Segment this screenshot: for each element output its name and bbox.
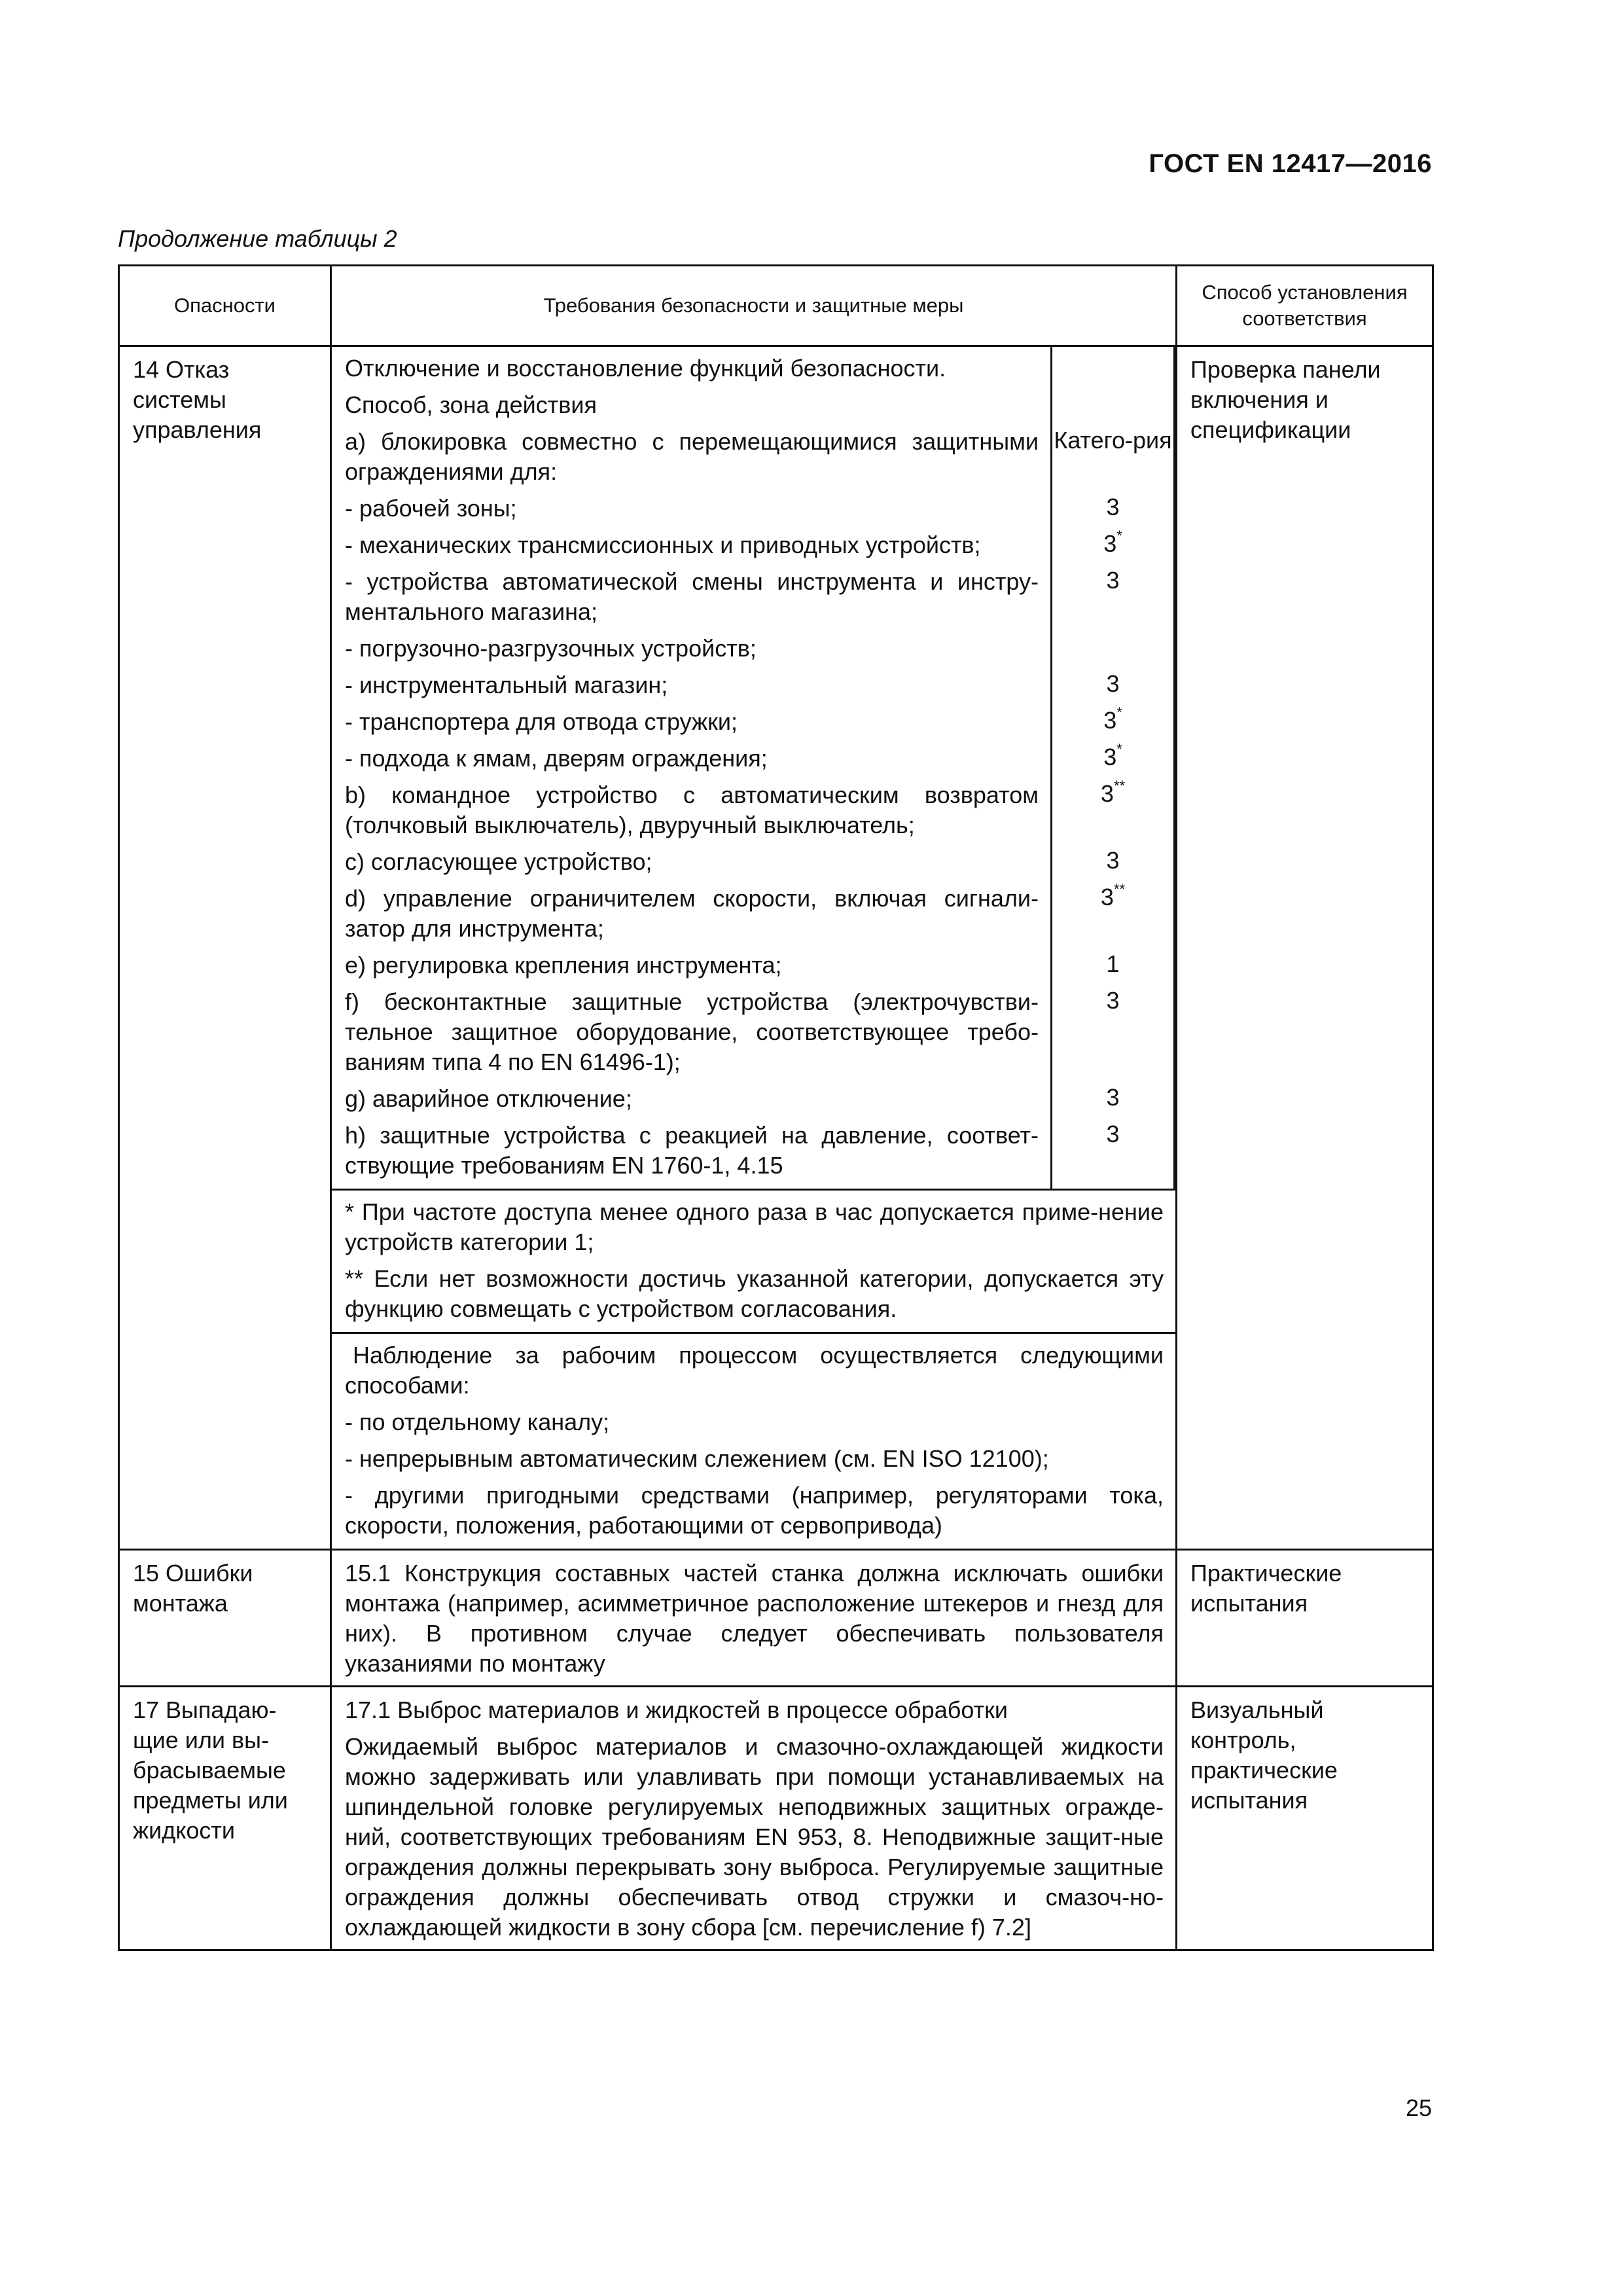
category-number: 1 (1106, 950, 1120, 977)
requirement-text: e) регулировка крепления инструмента; (345, 952, 782, 978)
monitoring-item: - другими пригодными средствами (например, регуляторами тока, скорости, положения, работающими от сервопривода) (345, 1482, 1164, 1539)
category-footnote-mark: ** (1113, 881, 1126, 897)
category-value (1052, 846, 1175, 882)
requirement-text: f) бесконтактные защитные устройства (электрочувстви-тельное защитное оборудование, соответствующее требо-ваниям типа 4 по EN 61496-1); (345, 988, 1039, 1075)
requirement-line (345, 529, 1175, 565)
category-footnote-mark: * (1116, 741, 1122, 757)
requirement-text: g) аварийное отключение; (345, 1085, 632, 1112)
requirement-line (345, 986, 1175, 1083)
page-number: 25 (1405, 2094, 1432, 2121)
category-value (1052, 949, 1175, 986)
category-number: 3 (1106, 847, 1120, 874)
column-header-requirements: Требования безопасности и защитные меры (331, 266, 1177, 346)
hazard-cell: 14 Отказ системы управления (119, 346, 331, 1550)
requirement-line (345, 1083, 1175, 1119)
category-value (1052, 986, 1175, 1083)
requirement-text: Отключение и восстановление функций безопасности. (345, 355, 946, 382)
category-number: 3 (1103, 707, 1117, 734)
table-header-row (119, 266, 1433, 346)
requirement-line (345, 425, 1175, 492)
standard-code: ГОСТ EN 12417—2016 (1149, 149, 1432, 178)
category-value (1052, 1119, 1175, 1189)
requirement-text: - транспортера для отвода стружки; (345, 708, 738, 735)
hazard-cell: 15 Ошибки монтажа (119, 1550, 331, 1687)
category-footnote-mark: * (1116, 704, 1122, 721)
table-row-15 (119, 1550, 1433, 1687)
requirement-line (345, 565, 1175, 632)
requirement-line (345, 779, 1175, 846)
category-footnote-mark: ** (1113, 778, 1126, 794)
category-value (1052, 742, 1175, 779)
requirement-text: d) управление ограничителем скорости, включая сигнали-затор для инструмента; (345, 885, 1039, 942)
requirement-text: a) блокировка совместно с перемещающимися защитными ограждениями для: (345, 428, 1039, 485)
requirement-line (345, 347, 1175, 389)
category-value (1052, 779, 1175, 846)
requirements-cell (331, 346, 1177, 1550)
monitoring-text: Наблюдение за рабочим процессом осуществляется следующими способами: (345, 1342, 1164, 1399)
requirement-line (345, 632, 1175, 669)
category-value (1052, 389, 1175, 425)
category-value (1052, 1083, 1175, 1119)
requirement-text: - инструментальный магазин; (345, 672, 668, 698)
requirement-line (345, 949, 1175, 986)
requirement-text: - рабочей зоны; (345, 495, 517, 522)
category-value (1052, 706, 1175, 742)
category-number: 3 (1106, 987, 1120, 1014)
requirement-line (345, 389, 1175, 425)
monitoring-block (332, 1332, 1175, 1549)
table-caption: Продолжение таблицы 2 (118, 225, 397, 252)
category-value (1052, 565, 1175, 632)
column-header-verification: Способ установления соответствия (1177, 266, 1433, 346)
verification-cell: Практические испытания (1177, 1550, 1433, 1687)
category-value (1052, 425, 1175, 492)
requirement-line (345, 492, 1175, 529)
footnote: * При частоте доступа менее одного раза в час допускается приме-нение устройств категории 1; (345, 1198, 1164, 1255)
category-value (1052, 492, 1175, 529)
category-number: 3 (1106, 1121, 1120, 1147)
verification-cell: Проверка панели включения и спецификации (1177, 346, 1433, 1550)
table-row-17 (119, 1687, 1433, 1950)
footnote: ** Если нет возможности достичь указанной категории, допускается эту функцию совмещать с устройством согласования. (345, 1265, 1164, 1322)
category-value (1052, 669, 1175, 706)
requirement-text: - механических трансмиссионных и приводных устройств; (345, 531, 981, 558)
requirement-line (345, 669, 1175, 706)
requirement-text: - подхода к ямам, дверям ограждения; (345, 745, 768, 772)
category-number: Катего-рия (1054, 427, 1172, 454)
requirement-title: 17.1 Выброс материалов и жидкостей в процессе обработки (345, 1696, 1008, 1723)
requirement-line (345, 1119, 1175, 1189)
requirement-line (345, 706, 1175, 742)
column-header-hazards: Опасности (119, 266, 331, 346)
requirements-cell (331, 1687, 1177, 1950)
requirements-cell: 15.1 Конструкция составных частей станка должна исключать ошибки монтажа (например, асимметричное расположение штекеров и гнезд для них). В противном случае следует обеспечивать пользователя указаниями по монтажу (331, 1550, 1177, 1687)
category-number: 3 (1106, 670, 1120, 697)
requirement-text: Ожидаемый выброс материалов и смазочно-охлаждающей жидкости можно задерживать или улавливать при помощи устанавливаемых на шпиндельной головке регулируемых неподвижных защитных огражде-ний, соответствующих требованиям EN 953, 8. Неподвижные защит-ные ограждения должны перекрывать зону выброса. Регулируемые защитные ограждения должны обеспечивать отвод стружки и смазоч-но-охлаждающей жидкости в зону сбора [см. перечисление f) 7.2] (345, 1733, 1164, 1941)
category-value (1052, 882, 1175, 949)
footnotes-block (332, 1189, 1175, 1332)
category-number: 3 (1106, 493, 1120, 520)
category-number: 3 (1100, 884, 1114, 910)
category-footnote-mark: * (1116, 528, 1122, 544)
verification-cell: Визуальный контроль, практические испытания (1177, 1687, 1433, 1950)
requirement-text: c) согласующее устройство; (345, 848, 652, 875)
category-value (1052, 632, 1175, 669)
monitoring-item: - непрерывным автоматическим слежением (см. EN ISO 12100); (345, 1445, 1049, 1472)
category-number: 3 (1103, 744, 1117, 770)
category-value (1052, 347, 1175, 389)
requirement-text: Способ, зона действия (345, 391, 597, 418)
category-number: 3 (1106, 1084, 1120, 1111)
requirement-text: h) защитные устройства с реакцией на давление, соответ-ствующие требованиям EN 1760-1, 4.15 (345, 1122, 1039, 1179)
monitoring-item: - по отдельному каналу; (345, 1408, 610, 1435)
category-subtable (345, 347, 1175, 1189)
category-number: 3 (1103, 530, 1117, 557)
requirement-line (345, 846, 1175, 882)
requirements-table (118, 264, 1434, 1951)
category-value (1052, 529, 1175, 565)
category-number: 3 (1106, 567, 1120, 594)
table-row-14 (119, 346, 1433, 1550)
requirement-text: - устройства автоматической смены инструмента и инстру-ментального магазина; (345, 568, 1039, 625)
requirement-text: b) командное устройство с автоматическим возвратом (толчковый выключатель), двуручный выключатель; (345, 781, 1039, 838)
requirement-line (345, 882, 1175, 949)
requirement-text: - погрузочно-разгрузочных устройств; (345, 635, 757, 662)
hazard-cell: 17 Выпадаю-щие или вы-брасываемые предметы или жидкости (119, 1687, 331, 1950)
requirement-line (345, 742, 1175, 779)
category-number: 3 (1100, 780, 1114, 807)
